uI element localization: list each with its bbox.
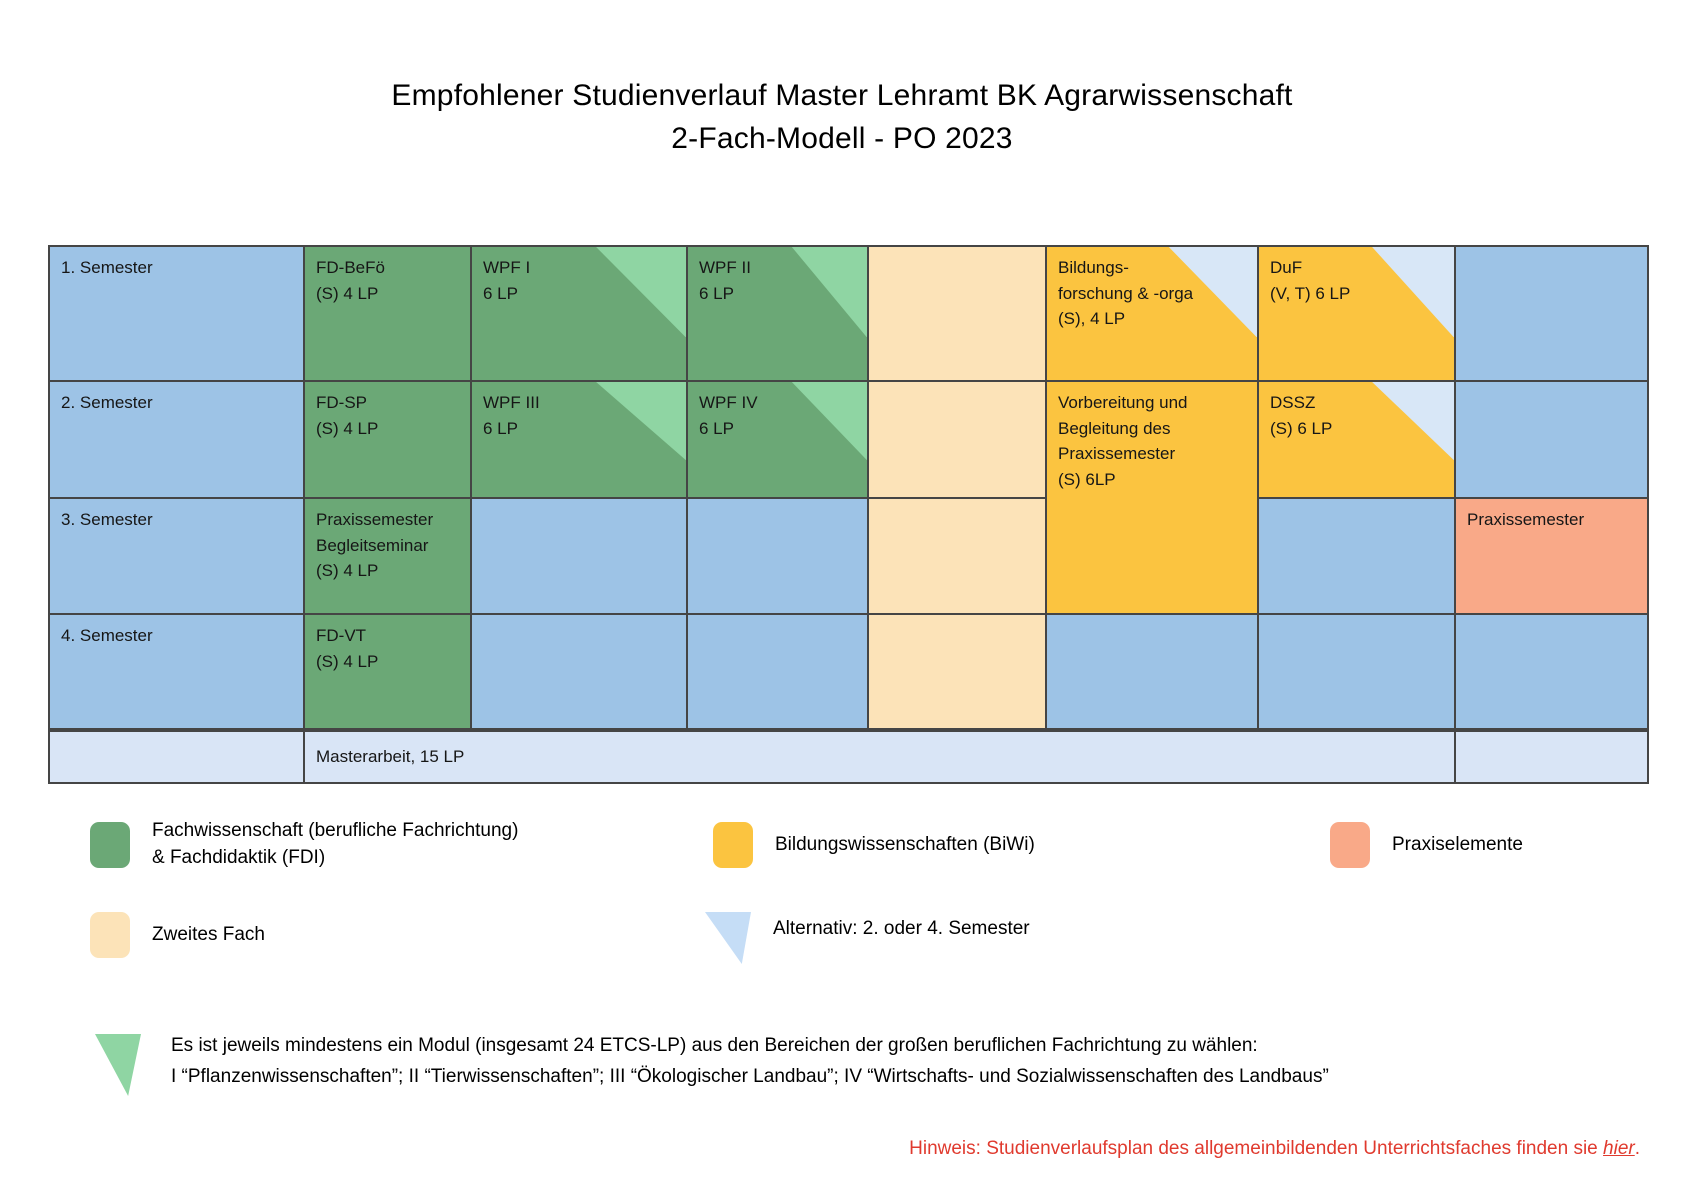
cell-text-line: WPF III (483, 393, 540, 412)
wpf-triangle-icon (95, 1034, 141, 1096)
legend-label-zweites-fach: Zweites Fach (152, 923, 265, 945)
alternativ-triangle-icon (705, 912, 751, 964)
module-fd-vt (305, 615, 470, 728)
module-wpf-4 (688, 382, 867, 497)
legend-item-fachwissenschaft (90, 818, 518, 871)
empty-cell (1259, 499, 1454, 613)
zweites-fach-cell (869, 499, 1045, 613)
module-praxissemester (1456, 499, 1647, 613)
hint-link[interactable]: hier (1603, 1138, 1635, 1159)
row-label-semester-4 (50, 615, 303, 728)
wpf-footnote-line1: Es ist jeweils mindestens ein Modul (insgesamt 24 ETCS-LP) aus den Bereichen der großen beruflichen Fachrichtung zu wählen: (171, 1035, 1258, 1056)
cell-text-line: (S) 4 LP (316, 561, 379, 580)
cell-text-line: (S) 6 LP (1270, 418, 1333, 438)
wpf-footnote-line2: I “Pflanzenwissenschaften”; II “Tierwissenschaften”; III “Ökologischer Landbau”; IV “Wirtschafts- und Sozialwissenschaften des Landbaus” (171, 1066, 1329, 1088)
hint-prefix: Hinweis: Studienverlaufsplan des allgemeinbildenden Unterrichtsfaches finden sie (909, 1138, 1604, 1159)
cell-text-line: (S) 4 LP (316, 651, 379, 671)
module-vorbereitung-praxissemester (1047, 382, 1257, 613)
legend-label-alternativ: Alternativ: 2. oder 4. Semester (773, 918, 1030, 939)
cell-text-line: 6 LP (483, 283, 518, 303)
cell-text-line: (S), 4 LP (1058, 309, 1126, 328)
masterarbeit-left-cell (50, 730, 303, 782)
cell-text-line: Praxissemester (1058, 444, 1176, 463)
cell-text-line: 1. Semester (61, 258, 153, 277)
wpf-footnote-text (171, 1030, 1329, 1093)
legend-item-alternativ (705, 912, 1030, 964)
row-label-semester-2 (50, 382, 303, 497)
cell-text-line: Praxissemester (1467, 510, 1585, 529)
module-wpf-1 (472, 247, 686, 380)
cell-text-line: FD-SP (316, 393, 367, 412)
cell-text-line: Vorbereitung und (1058, 393, 1188, 412)
masterarbeit-right-cell (1456, 730, 1647, 782)
zweites-fach-cell (869, 382, 1045, 497)
cell-text-line: Praxissemester (316, 510, 434, 529)
module-wpf-2 (688, 247, 867, 380)
cell-text-line: FD-BeFö (316, 258, 385, 277)
cell-text-line: Begleitung des (1058, 418, 1171, 438)
cell-text-line: 3. Semester (61, 510, 153, 529)
module-wpf-3 (472, 382, 686, 497)
module-fd-sp (305, 382, 470, 497)
module-bildungsforschung (1047, 247, 1257, 380)
cell-text-line: Bildungs- (1058, 258, 1129, 277)
cell-text-line: (V, T) 6 LP (1270, 283, 1351, 303)
legend-label-biwi: Bildungswissenschaften (BiWi) (775, 833, 1035, 855)
legend-item-praxiselemente (1330, 822, 1523, 868)
page-title-line2: 2-Fach-Modell - PO 2023 (671, 122, 1013, 155)
page-title (0, 74, 1684, 160)
cell-text-line: FD-VT (316, 626, 367, 645)
study-plan-table (48, 245, 1649, 784)
legend-label-fachwissenschaft-line2: & Fachdidaktik (FDI) (152, 846, 326, 868)
empty-cell (472, 499, 686, 613)
legend-label-fachwissenschaft-line1: Fachwissenschaft (berufliche Fachrichtung) (152, 820, 519, 841)
cell-text-line: WPF IV (699, 393, 758, 412)
fachwissenschaft-color-swatch (90, 822, 130, 868)
cell-text-line: Masterarbeit, 15 LP (316, 747, 465, 767)
empty-cell (1456, 247, 1647, 380)
empty-cell (688, 499, 867, 613)
cell-text-line: (S) 6LP (1058, 469, 1116, 489)
cell-text-line: forschung & -orga (1058, 283, 1194, 303)
cell-text-line: Begleitseminar (316, 535, 429, 555)
module-dssz (1259, 382, 1454, 497)
empty-cell (1456, 382, 1647, 497)
cell-text-line: 6 LP (699, 418, 734, 438)
cell-text-line: 2. Semester (61, 393, 153, 412)
cell-text-line: 6 LP (483, 418, 518, 438)
row-label-semester-1 (50, 247, 303, 380)
hint-text (909, 1138, 1640, 1160)
cell-text-line: 4. Semester (61, 626, 153, 645)
zweites-fach-color-swatch (90, 912, 130, 958)
module-praxissemester-begleitseminar (305, 499, 470, 613)
empty-cell (1456, 615, 1647, 728)
cell-text-line: WPF II (699, 258, 751, 277)
empty-cell (688, 615, 867, 728)
wpf-footnote (95, 1030, 1329, 1096)
cell-text-line: WPF I (483, 258, 531, 277)
empty-cell (472, 615, 686, 728)
module-fd-befoe (305, 247, 470, 380)
hint-suffix: . (1634, 1138, 1640, 1159)
legend-label-praxiselemente: Praxiselemente (1392, 833, 1523, 855)
cell-text-line: DSSZ (1270, 393, 1316, 412)
cell-text-line: 6 LP (699, 283, 734, 303)
cell-text-line: (S) 4 LP (316, 283, 379, 303)
cell-text-line: DuF (1270, 258, 1303, 277)
zweites-fach-cell (869, 247, 1045, 380)
legend-item-biwi (713, 822, 1035, 868)
row-label-semester-3 (50, 499, 303, 613)
empty-cell (1047, 615, 1257, 728)
legend-label-fachwissenschaft (152, 818, 518, 871)
module-duf (1259, 247, 1454, 380)
module-masterarbeit (305, 730, 1454, 782)
zweites-fach-cell (869, 615, 1045, 728)
praxiselemente-color-swatch (1330, 822, 1370, 868)
legend-item-zweites-fach (90, 912, 265, 958)
biwi-color-swatch (713, 822, 753, 868)
page-title-line1: Empfohlener Studienverlauf Master Lehramt BK Agrarwissenschaft (391, 79, 1293, 112)
empty-cell (1259, 615, 1454, 728)
cell-text-line: (S) 4 LP (316, 418, 379, 438)
